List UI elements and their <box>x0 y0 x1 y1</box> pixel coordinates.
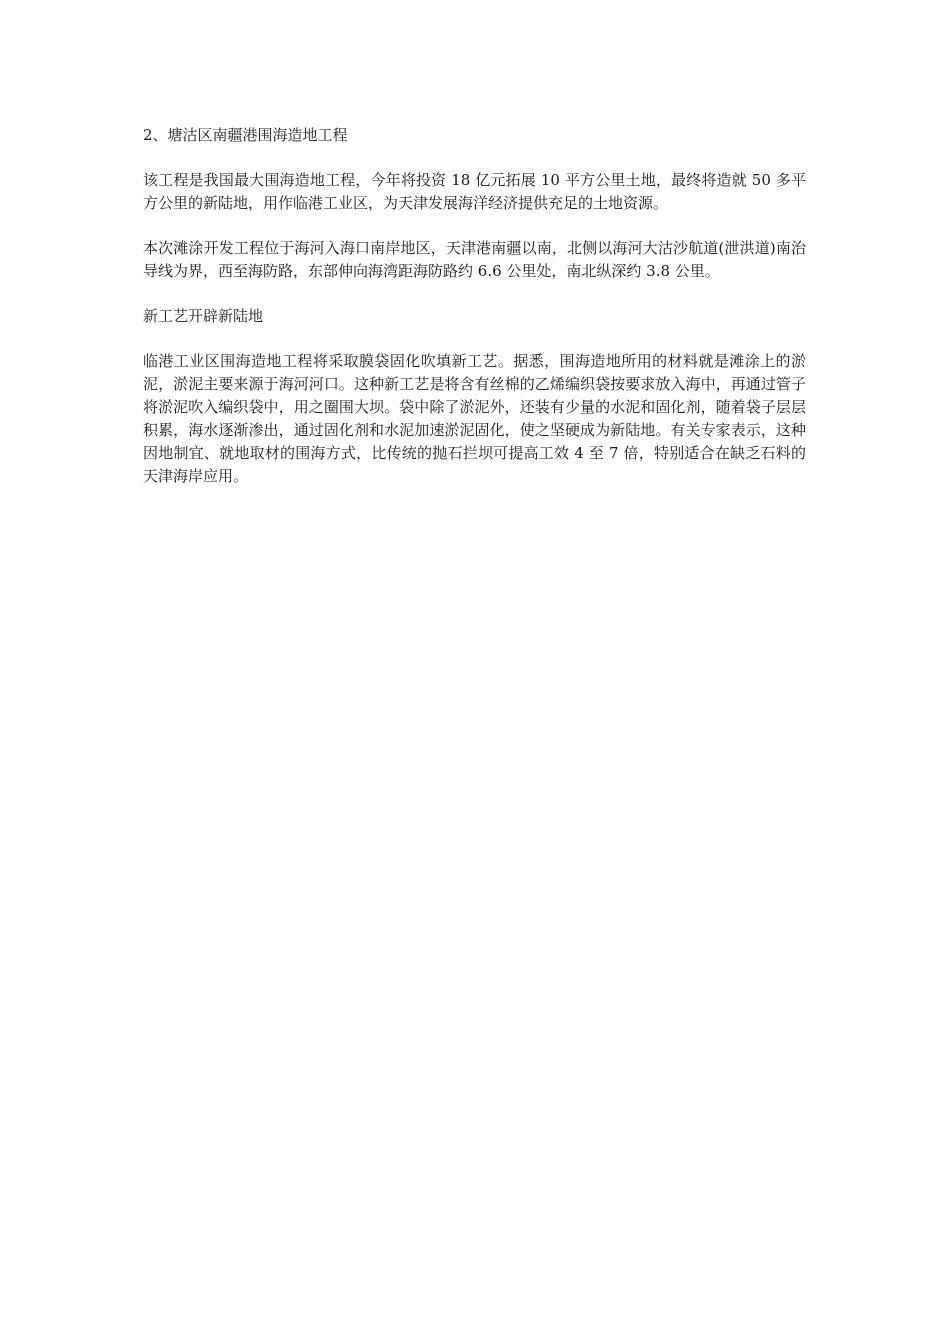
section-title: 2、塘沽区南疆港围海造地工程 <box>143 126 348 144</box>
document-body <box>143 124 806 510</box>
paragraph-process: 临港工业区围海造地工程将采取膜袋固化吹填新工艺。据悉，围海造地所用的材料就是滩涂上的淤泥，淤泥主要来源于海河河口。这种新工艺是将含有丝棉的乙烯编织袋按要求放入海中，再通过管子将淤泥吹入编织袋中，用之圈围大坝。袋中除了淤泥外，还装有少量的水泥和固化剂，随着袋子层层积累，海水逐渐渗出，通过固化剂和水泥加速淤泥固化，使之坚硬成为新陆地。有关专家表示，这种因地制宜、就地取材的围海方式，比传统的抛石拦坝可提高工效 4 至 7 倍，特别适合在缺乏石料的天津海岸应用。 <box>143 352 806 485</box>
paragraph-overview: 该工程是我国最大围海造地工程，今年将投资 18 亿元拓展 10 平方公里土地，最终将造就 50 多平方公里的新陆地，用作临港工业区，为天津发展海洋经济提供充足的土地资源。 <box>143 171 806 212</box>
paragraph-location: 本次滩涂开发工程位于海河入海口南岸地区，天津港南疆以南，北侧以海河大沽沙航道(泄洪道)南治导线为界，西至海防路，东部伸向海湾距海防路约 6.6 公里处，南北纵深约 3.8 公里。 <box>143 239 806 280</box>
subheading: 新工艺开辟新陆地 <box>143 307 264 325</box>
